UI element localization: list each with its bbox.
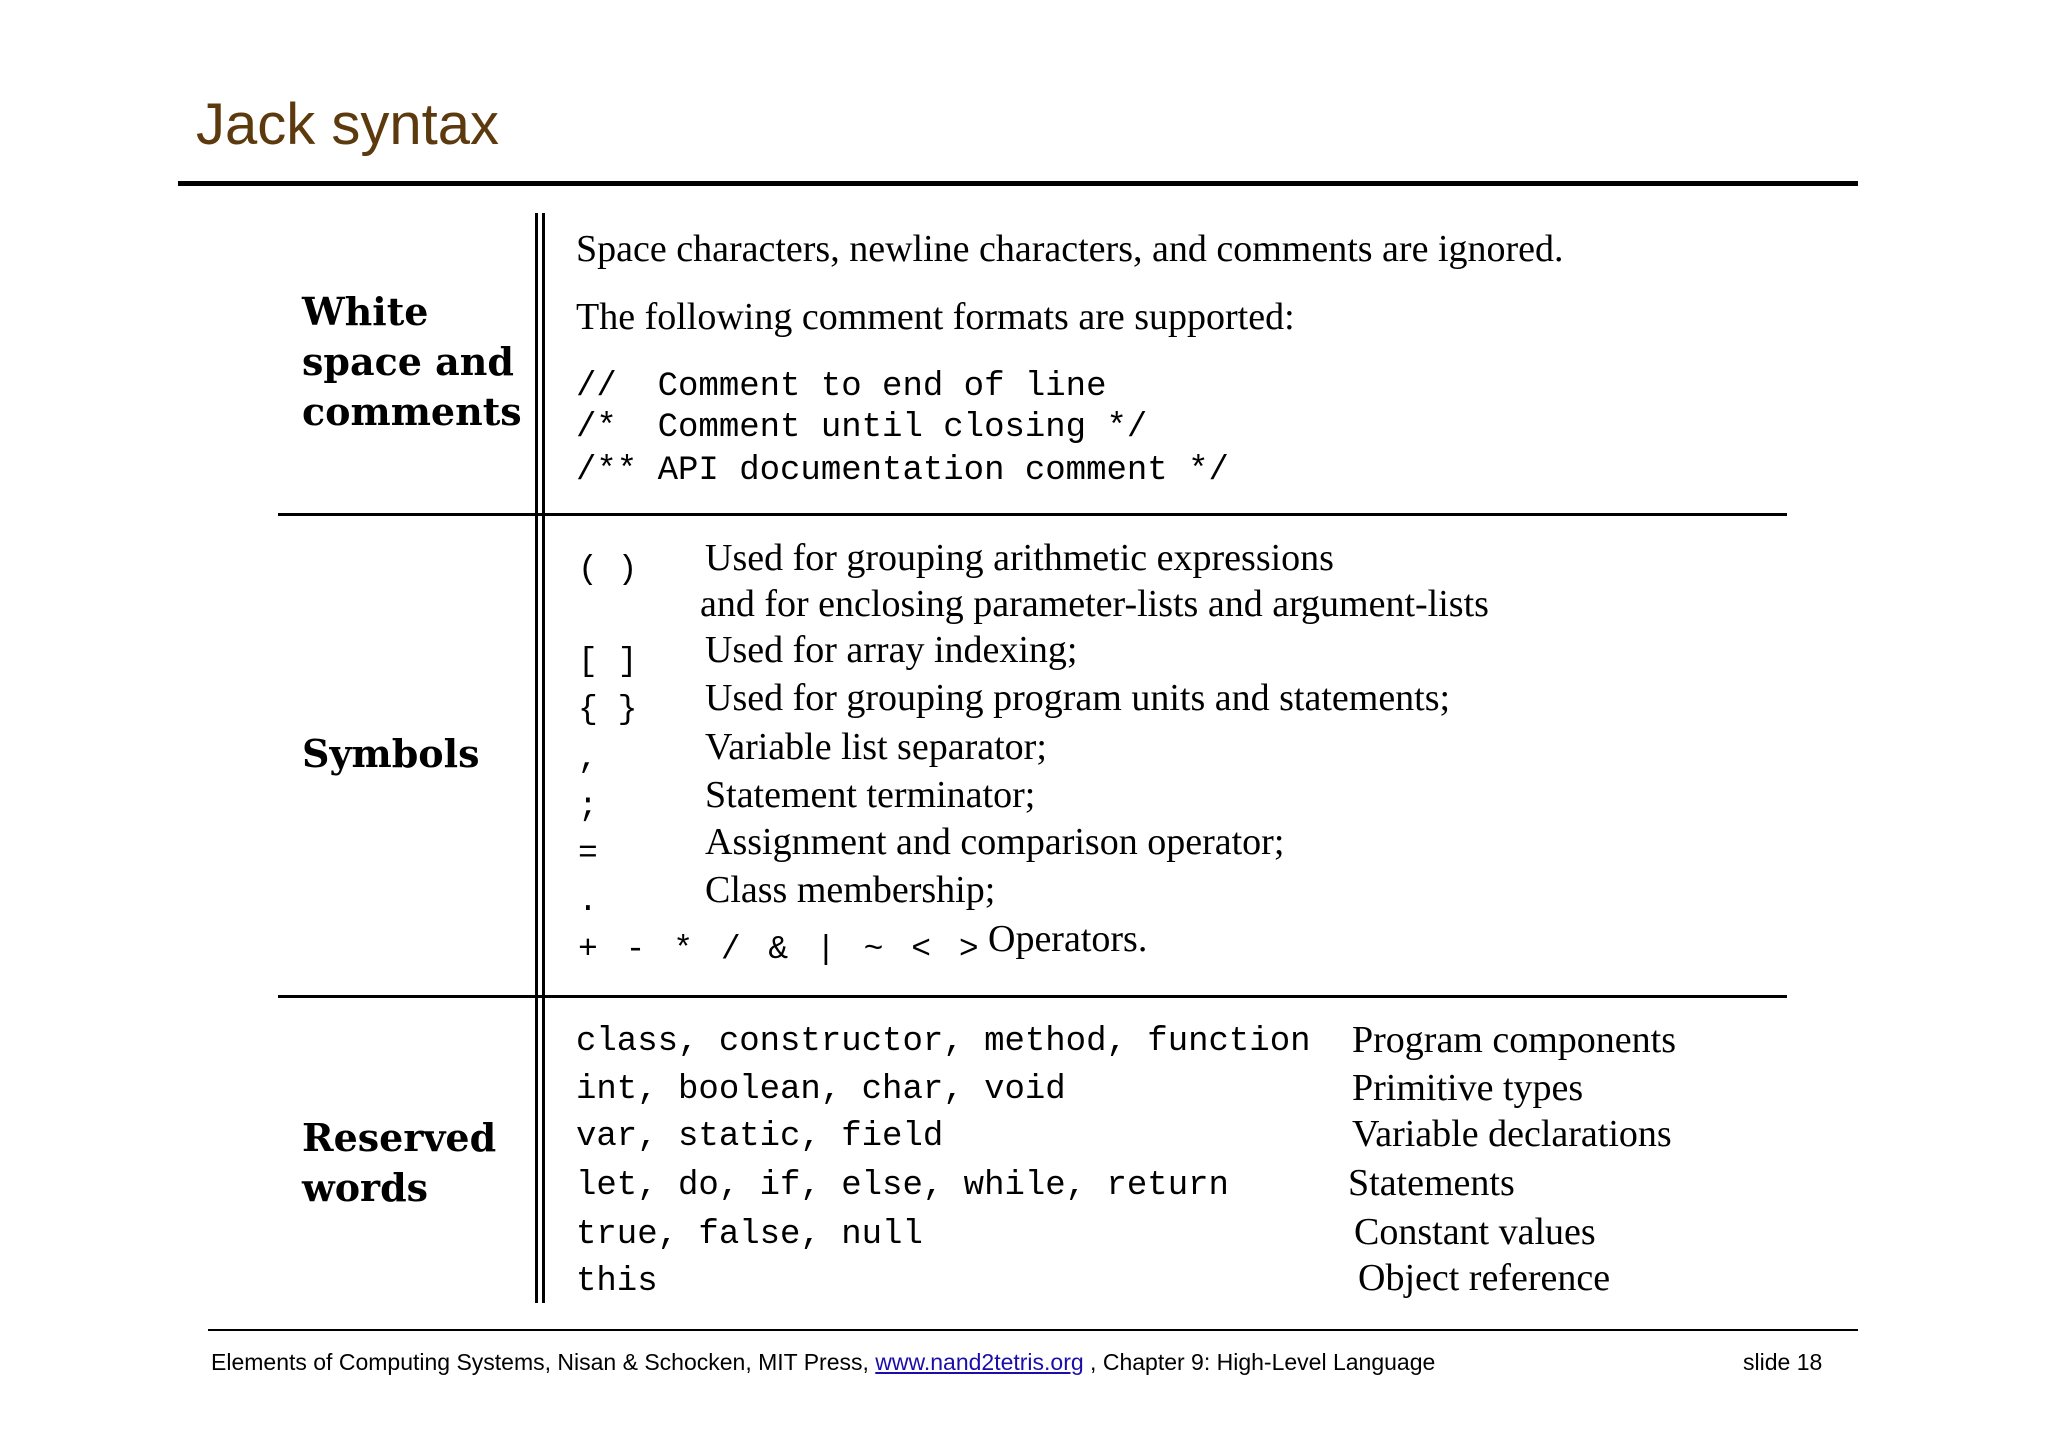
reserved-words-label: Reserved words [302, 1115, 497, 1210]
slide-title: Jack syntax [196, 92, 499, 157]
symbol-brackets: [ ] [578, 643, 638, 680]
reserved-row-2: int, boolean, char, void [576, 1071, 1066, 1109]
reserved-row-6-desc: Object reference [1358, 1257, 1611, 1299]
reserved-row-1-desc: Program components [1352, 1019, 1677, 1061]
whitespace-line-2: The following comment formats are supported: [576, 296, 1295, 338]
table-row-divider-1 [278, 513, 1787, 516]
symbol-braces: { } [578, 691, 638, 728]
symbol-parens-desc-cont: and for enclosing parameter-lists and argument-lists [700, 583, 1489, 625]
symbol-comma: , [578, 740, 598, 777]
symbol-operators: + - * / & | ~ < > [578, 931, 983, 968]
slide-number: slide 18 [1743, 1349, 1823, 1375]
symbol-dot-desc: Class membership; [705, 869, 996, 911]
symbol-equals: = [578, 835, 598, 872]
symbol-brackets-desc: Used for array indexing; [705, 629, 1078, 671]
reserved-row-5: true, false, null [576, 1216, 923, 1254]
reserved-row-6: this [576, 1263, 658, 1301]
comment-format-3: /** API documentation comment */ [576, 452, 1229, 490]
reserved-row-3-desc: Variable declarations [1352, 1113, 1672, 1155]
reserved-row-5-desc: Constant values [1354, 1211, 1596, 1253]
syntax-table [278, 213, 1787, 1303]
symbol-braces-desc: Used for grouping program units and statements; [705, 677, 1451, 719]
footer-divider [208, 1329, 1858, 1331]
table-row-divider-2 [278, 995, 1787, 998]
symbol-dot: . [578, 883, 598, 920]
reserved-row-2-desc: Primitive types [1352, 1067, 1584, 1109]
reserved-row-3: var, static, field [576, 1118, 944, 1156]
footer-prefix: Elements of Computing Systems, Nisan & Schocken, MIT Press, [211, 1349, 876, 1375]
footer-citation [211, 1349, 1435, 1376]
symbols-label: Symbols [302, 731, 480, 776]
reserved-row-4: let, do, if, else, while, return [576, 1167, 1229, 1205]
title-divider [178, 181, 1858, 186]
footer-suffix: , Chapter 9: High-Level Language [1083, 1349, 1436, 1375]
whitespace-label: White space and comments [302, 289, 522, 434]
reserved-row-1: class, constructor, method, function [576, 1023, 1311, 1061]
table-vertical-rule-1 [535, 213, 538, 1303]
comment-format-1: // Comment to end of line [576, 368, 1107, 406]
comment-format-2: /* Comment until closing */ [576, 409, 1148, 447]
reserved-row-4-desc: Statements [1348, 1162, 1515, 1204]
symbol-parens-desc: Used for grouping arithmetic expressions [705, 537, 1334, 579]
symbol-parens: ( ) [578, 551, 638, 588]
table-vertical-rule-2 [542, 213, 545, 1303]
symbol-semicolon: ; [578, 788, 598, 825]
symbol-comma-desc: Variable list separator; [705, 726, 1047, 768]
nand2tetris-link[interactable]: www.nand2tetris.org [875, 1349, 1084, 1375]
symbol-equals-desc: Assignment and comparison operator; [705, 821, 1285, 863]
symbol-operators-desc: Operators. [988, 918, 1148, 960]
symbol-semicolon-desc: Statement terminator; [705, 774, 1036, 816]
whitespace-line-1: Space characters, newline characters, and comments are ignored. [576, 228, 1564, 270]
